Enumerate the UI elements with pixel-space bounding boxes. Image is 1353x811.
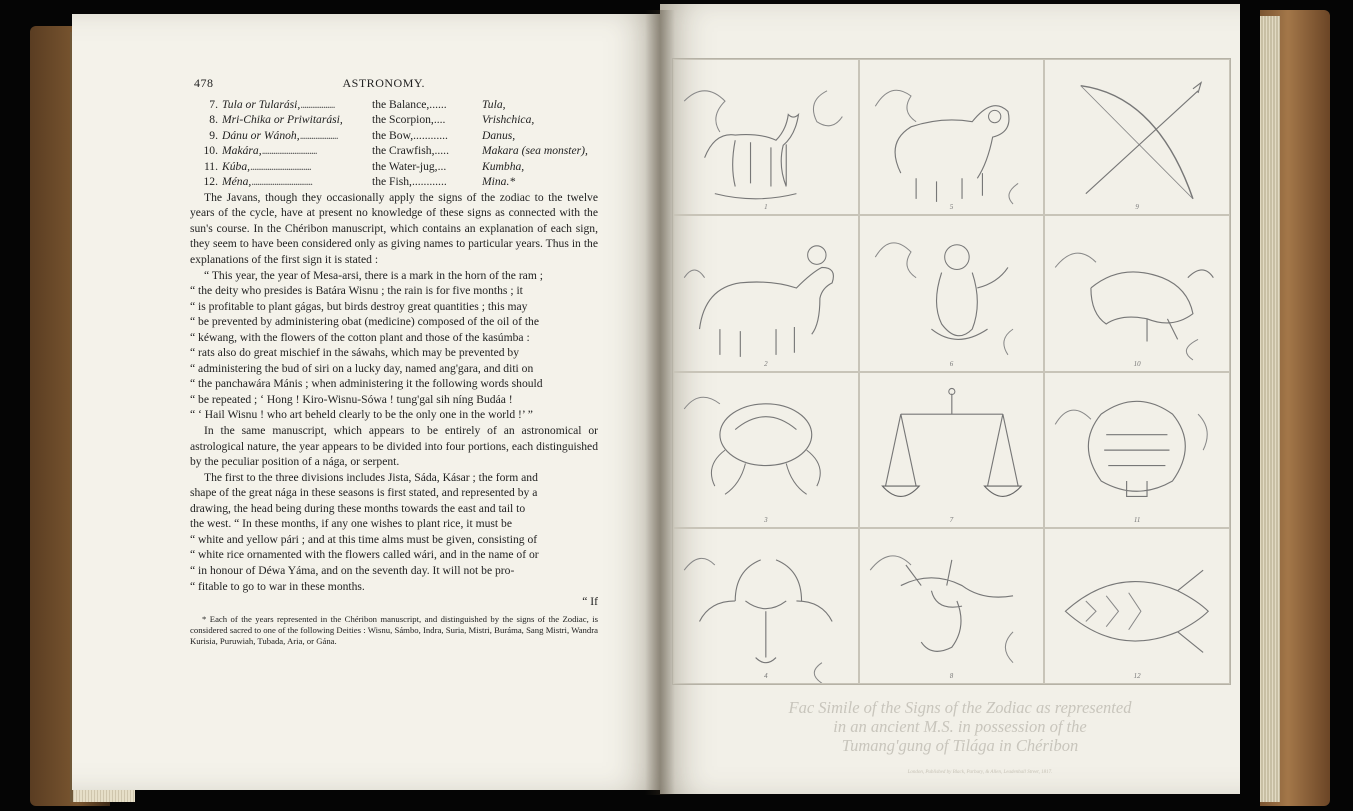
javanese-name: Dánu or Wánoh,.................... <box>222 128 338 142</box>
quote-line: “ administering the bud of siri on a lucky day, named ang'gara, and diti on <box>190 361 534 375</box>
javanese-name: Kúba,................................ <box>222 159 311 173</box>
paragraph-line: drawing, the head being during these months towards the east and tail to <box>190 501 526 515</box>
quote-line: “ ‘ Hail Wisnu ! who art beheld clearly to be the only one in the world !’ ” <box>190 408 533 422</box>
zodiac-list-row <box>190 97 598 113</box>
javanese-name: Tula or Tularási,.................. <box>222 97 335 111</box>
sign-number: 12 <box>1133 672 1141 680</box>
quote-line: “ be repeated ; ‘ Hong ! Kiro-Wisnu-Sówa ! tung'gal sih níng Budáa ! <box>190 392 513 406</box>
zodiac-num: 8. <box>209 113 218 127</box>
paragraph-naga: In the same manuscript, which appears to be entirely of an astronomical or astrological nature, the year appears to be divided into four portions, each distinguished by the peculiar position of a nága, or serpent. <box>190 424 598 469</box>
zodiac-num: 7. <box>209 97 218 111</box>
quote-line: “ kéwang, with the flowers of the cotton plant and those of the kasúmba : <box>190 330 530 344</box>
quote-line: “ This year, the year of Mesa-arsi, there is a mark in the horn of the ram ; <box>204 268 543 282</box>
zodiac-sign-fish <box>1044 528 1230 684</box>
sanskrit-name: Danus, <box>482 128 516 142</box>
zodiac-sign-goat <box>673 59 859 215</box>
caption-line: Tumang'gung of Tilága in Chéribon <box>841 736 1079 755</box>
zodiac-num: 10. <box>203 144 218 158</box>
paragraph-line: “ white rice ornamented with the flowers called wári, and in the name of or <box>190 548 539 562</box>
zodiac-sign-jug <box>1044 372 1230 528</box>
paragraph-line: “ white and yellow pári ; and at this time alms must be given, consisting of <box>190 532 538 546</box>
zodiac-sign-ram <box>673 215 859 371</box>
zodiac-drawing <box>674 529 858 683</box>
zodiac-list-row <box>190 143 598 159</box>
sign-number: 1 <box>764 203 768 212</box>
javanese-name: Mri-Chika or Priwitarási, <box>222 113 343 127</box>
zodiac-drawing <box>860 60 1044 214</box>
zodiac-drawing <box>860 373 1044 527</box>
zodiac-drawing <box>860 216 1044 370</box>
english-sign: the Fish,............ <box>372 175 447 189</box>
zodiac-drawing <box>1045 216 1229 370</box>
sign-number: 7 <box>949 515 954 524</box>
zodiac-drawing <box>674 216 858 370</box>
zodiac-plate <box>672 58 1231 685</box>
quote-line: “ the panchawára Mánis ; when administering it the following words should <box>190 377 543 391</box>
caption-line: in an ancient M.S. in possession of the <box>833 717 1087 736</box>
sign-number: 8 <box>949 672 954 680</box>
sign-number: 3 <box>764 515 768 524</box>
zodiac-list-row <box>190 159 598 175</box>
sign-number: 11 <box>1133 515 1141 524</box>
running-header <box>194 76 574 92</box>
page-edges-right <box>1260 16 1280 802</box>
sanskrit-name: Mina.* <box>482 175 516 189</box>
paragraph-line: the west. “ In these months, if any one wishes to plant rice, it must be <box>190 517 512 531</box>
english-sign: the Bow,............ <box>372 128 448 142</box>
zodiac-list-row <box>190 112 598 128</box>
page-number: 478 <box>194 76 214 90</box>
zodiac-drawing <box>1045 60 1229 214</box>
paragraph-line: shape of the great nága in these seasons is first stated, and represented by a <box>190 486 538 500</box>
zodiac-sign-crab <box>673 372 859 528</box>
plate-caption <box>730 698 1190 755</box>
sign-number: 6 <box>949 359 954 368</box>
zodiac-num: 9. <box>209 128 218 142</box>
sign-number: 4 <box>764 672 768 680</box>
zodiac-num: 12. <box>203 175 218 189</box>
english-sign: the Balance,...... <box>372 97 447 111</box>
english-sign: the Water-jug,... <box>372 159 447 173</box>
sign-number: 10 <box>1133 359 1141 368</box>
publisher-line: London, Published by Black, Parbury, & Allen, Leadenhall Street, 1817. <box>907 770 1053 775</box>
zodiac-drawing <box>860 529 1044 683</box>
zodiac-drawing <box>1045 373 1229 527</box>
zodiac-sign-crayfish <box>1044 215 1230 371</box>
javanese-name: Makára,............................. <box>222 144 317 158</box>
zodiac-list <box>190 97 598 190</box>
quote-line: “ the deity who presides is Batára Wisnu ; the rain is for five months ; it <box>190 284 523 298</box>
caption-line: Fac Simile of the Signs of the Zodiac as represented <box>788 698 1132 717</box>
sanskrit-name: Vrishchica, <box>482 113 535 127</box>
paragraph-divisions <box>190 470 598 594</box>
sign-number: 9 <box>1135 203 1139 212</box>
paragraph-javans: The Javans, though they occasionally apply the signs of the zodiac to the twelve years of the cycle, have at present no knowledge of these signs as connected with the sun's course. In the Chéribon manuscript, which contains an explanation of each sign, they seem to have been considered only as giving names to particular years. Thus in the explanations of the first sign it is stated : <box>190 190 598 267</box>
quote-line: “ is profitable to plant gágas, but birds destroy great quantities ; this may <box>190 299 528 313</box>
javanese-name: Ména,................................ <box>222 175 313 189</box>
paragraph-line: “ in honour of Déwa Yáma, and on the seventh day. It will not be pro- <box>190 563 515 577</box>
paragraph-line: The first to the three divisions includes Jista, Sáda, Kásar ; the form and <box>204 470 538 484</box>
zodiac-sign-lobster <box>673 528 859 684</box>
left-page-text <box>190 76 598 647</box>
english-sign: the Crawfish,..... <box>372 144 449 158</box>
quote-line: “ rats also do great mischief in the sáwahs, which may be prevented by <box>190 346 520 360</box>
zodiac-sign-virgin <box>859 215 1045 371</box>
sanskrit-name: Makara (sea monster), <box>482 144 588 158</box>
english-sign: the Scorpion,.... <box>372 113 446 127</box>
zodiac-list-row <box>190 174 598 190</box>
zodiac-sign-lion <box>859 59 1045 215</box>
zodiac-list-row <box>190 128 598 144</box>
zodiac-drawing <box>1045 529 1229 683</box>
running-head-title: ASTRONOMY. <box>342 76 425 90</box>
zodiac-num: 11. <box>203 159 218 173</box>
paragraph-line: “ fitable to go to war in these months. <box>190 579 365 593</box>
zodiac-sign-balance <box>859 372 1045 528</box>
sanskrit-name: Tula, <box>482 97 506 111</box>
sign-number: 2 <box>764 359 768 368</box>
zodiac-drawing <box>674 373 858 527</box>
zodiac-sign-bow <box>1044 59 1230 215</box>
catchword: “ If <box>582 595 598 609</box>
sanskrit-name: Kumbha, <box>482 159 525 173</box>
footnote: * Each of the years represented in the Chéribon manuscript, and distinguished by the signs of the Zodiac, is considered sacred to one of the following Deities : Wisnu, Sámbo, Indra, Suria, Mistri, Buráma, Sang Mistri, Wandra Kurisia, Puruwiah, Tubada, Aria, or Gána. <box>190 613 598 646</box>
sign-number: 5 <box>949 203 954 212</box>
zodiac-sign-scorpion <box>859 528 1045 684</box>
quote-mesa-arsi <box>190 268 598 423</box>
zodiac-drawing <box>674 60 858 214</box>
book-gutter <box>645 10 675 795</box>
quote-line: “ be prevented by administering obat (medicine) composed of the oil of the <box>190 315 539 329</box>
